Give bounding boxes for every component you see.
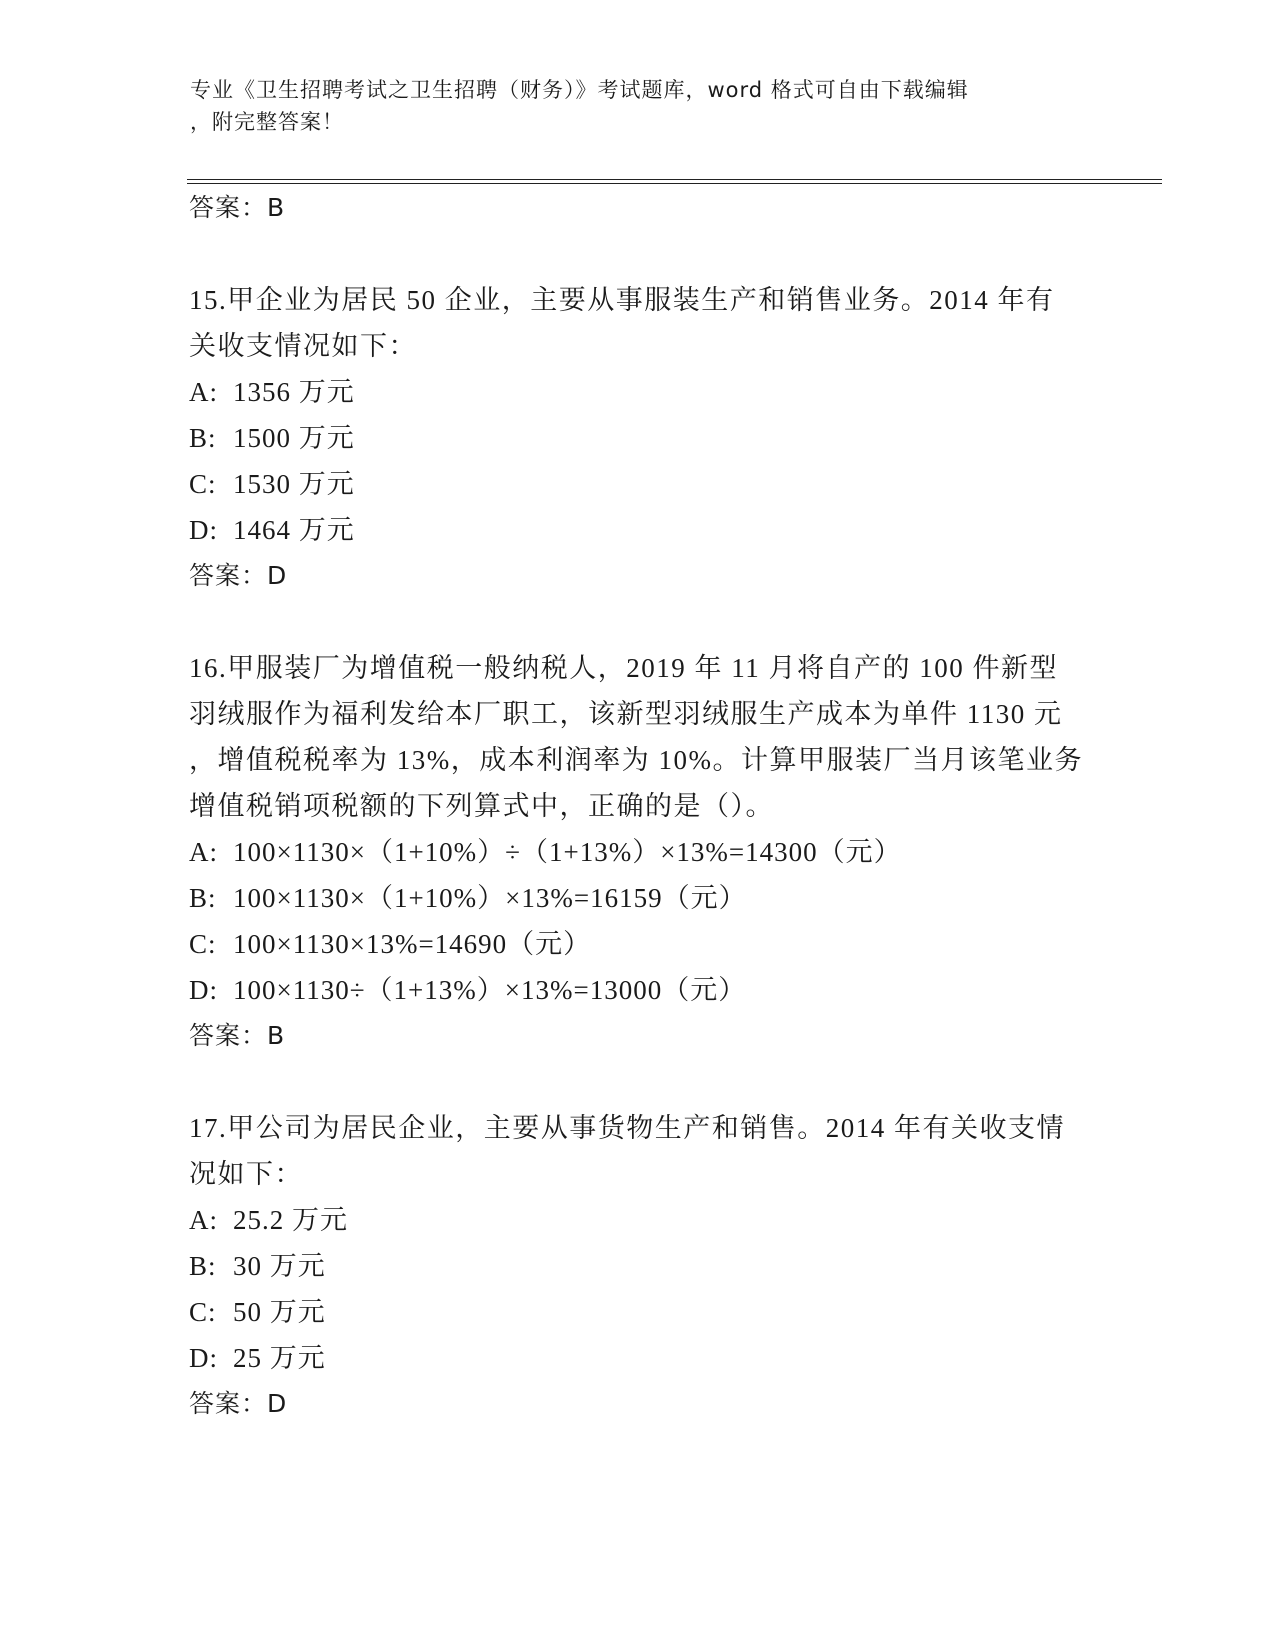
option-b xyxy=(189,415,1089,461)
question-15 xyxy=(189,277,1089,599)
option-a xyxy=(189,829,1089,875)
option-text: 1464 万元 xyxy=(233,515,355,545)
option-text: 25.2 万元 xyxy=(233,1205,348,1235)
header-divider xyxy=(187,179,1162,180)
option-text: 30 万元 xyxy=(233,1251,326,1281)
option-text: 100×1130×（1+10%）×13%=16159（元） xyxy=(233,883,747,913)
option-text: 100×1130×（1+10%）÷（1+13%）×13%=14300（元） xyxy=(233,837,902,867)
question-stem: 16.甲服装厂为增值税一般纳税人，2019 年 11 月将自产的 100 件新型 xyxy=(189,653,1058,683)
question-stem: 15.甲企业为居民 50 企业，主要从事服装生产和销售业务。2014 年有 xyxy=(189,285,1055,315)
question-stem: 羽绒服作为福利发给本厂职工，该新型羽绒服生产成本为单件 1130 元 xyxy=(189,699,1063,729)
answer-label: 答案：B xyxy=(189,1021,286,1050)
option-text: 1530 万元 xyxy=(233,469,355,499)
answer-label: 答案：B xyxy=(189,193,286,222)
option-a xyxy=(189,369,1089,415)
option-c xyxy=(189,921,1089,967)
option-d xyxy=(189,507,1089,553)
option-letter: D: xyxy=(189,975,218,1005)
question-stem: 增值税销项税额的下列算式中，正确的是（）。 xyxy=(189,791,774,821)
option-text: 100×1130×13%=14690（元） xyxy=(233,929,592,959)
document-header xyxy=(190,74,1090,138)
option-text: 1500 万元 xyxy=(233,423,355,453)
option-b xyxy=(189,1243,1089,1289)
answer-label: 答案：D xyxy=(189,1389,288,1418)
question-stem: ，增值税税率为 13%，成本利润率为 10%。计算甲服装厂当月该笔业务 xyxy=(189,745,1083,775)
option-letter: A: xyxy=(189,837,218,867)
option-letter: D: xyxy=(189,1343,218,1373)
option-text: 1356 万元 xyxy=(233,377,355,407)
option-letter: C: xyxy=(189,929,217,959)
option-text: 25 万元 xyxy=(233,1343,326,1373)
header-divider xyxy=(187,183,1162,184)
question-16 xyxy=(189,645,1089,1059)
option-letter: C: xyxy=(189,469,217,499)
header-line: 专业《卫生招聘考试之卫生招聘（财务）》考试题库，word 格式可自由下载编辑 xyxy=(190,78,969,102)
option-text: 50 万元 xyxy=(233,1297,326,1327)
option-letter: C: xyxy=(189,1297,217,1327)
option-d xyxy=(189,1335,1089,1381)
option-d xyxy=(189,967,1089,1013)
question-stem: 况如下： xyxy=(189,1159,303,1189)
option-letter: A: xyxy=(189,377,218,407)
question-stem: 17.甲公司为居民企业，主要从事货物生产和销售。2014 年有关收支情 xyxy=(189,1113,1065,1143)
option-a xyxy=(189,1197,1089,1243)
question-17 xyxy=(189,1105,1089,1427)
option-c xyxy=(189,1289,1089,1335)
question-stem: 关收支情况如下： xyxy=(189,331,417,361)
option-text: 100×1130÷（1+13%）×13%=13000（元） xyxy=(233,975,747,1005)
option-c xyxy=(189,461,1089,507)
option-b xyxy=(189,875,1089,921)
header-line: ，附完整答案！ xyxy=(190,110,344,134)
option-letter: B: xyxy=(189,1251,217,1281)
option-letter: A: xyxy=(189,1205,218,1235)
answer-label: 答案：D xyxy=(189,561,288,590)
option-letter: B: xyxy=(189,423,217,453)
option-letter: D: xyxy=(189,515,218,545)
option-letter: B: xyxy=(189,883,217,913)
